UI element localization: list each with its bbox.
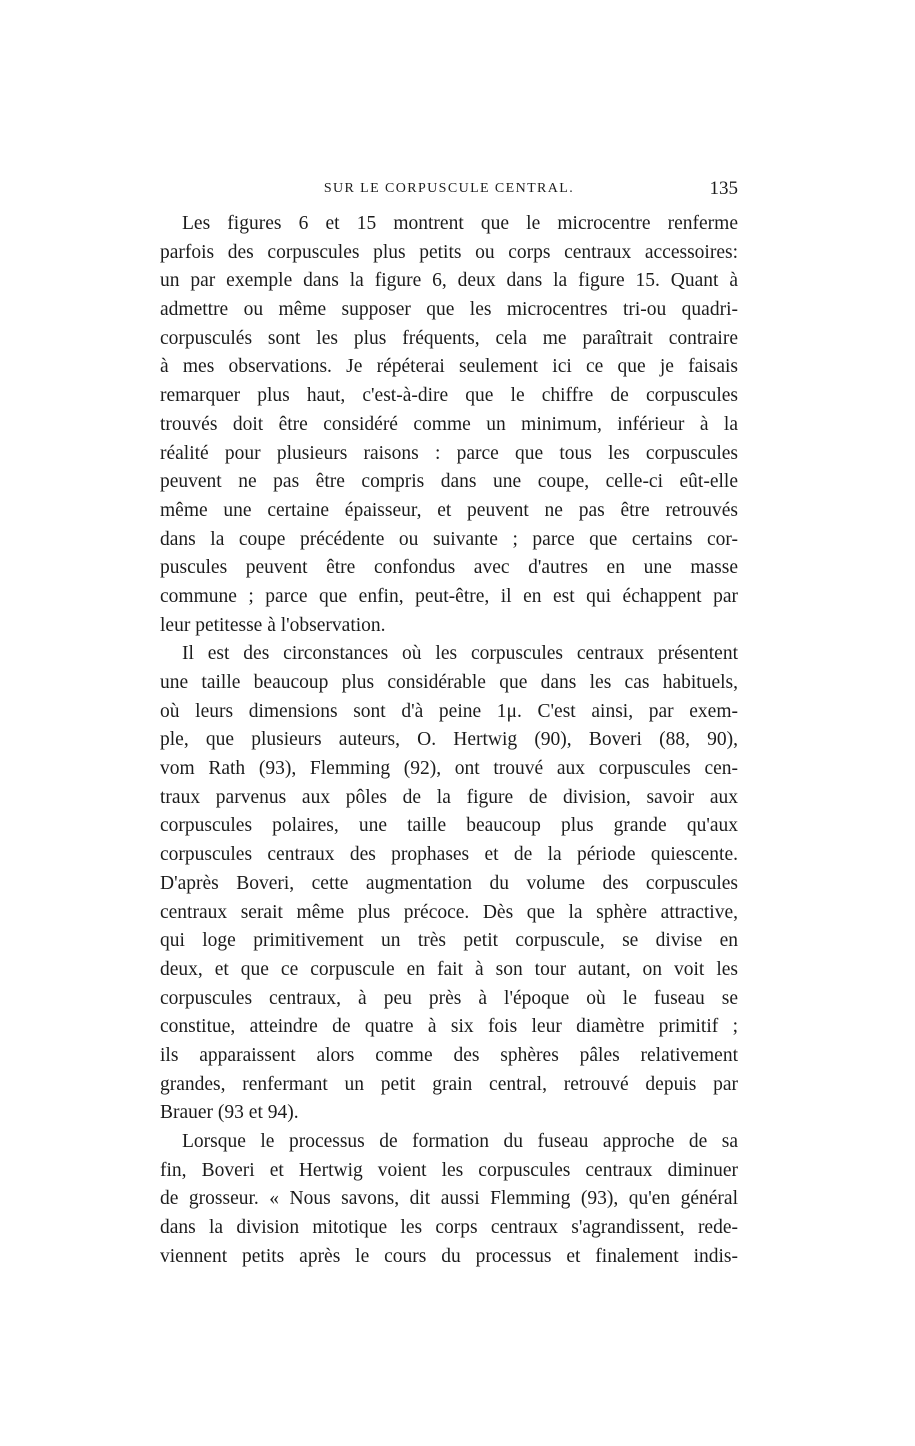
text-line: puscules peuvent être confondus avec d'autres en une masse	[160, 557, 738, 579]
text-line: réalité pour plusieurs raisons : parce que tous les corpuscules	[160, 442, 738, 464]
text-line: de grosseur. « Nous savons, dit aussi Flemming (93), qu'en général	[160, 1188, 738, 1210]
text-line: D'après Boveri, cette augmentation du volume des corpuscules	[160, 872, 738, 894]
text-line: où leurs dimensions sont d'à peine 1μ. C'est ainsi, par exem-	[160, 700, 738, 722]
text-line: Brauer (93 et 94).	[160, 1102, 299, 1124]
text-line: une taille beaucoup plus considérable que dans les cas habituels,	[160, 672, 738, 693]
text-line: remarquer plus haut, c'est-à-dire que le chiffre de corpuscules	[160, 385, 738, 407]
text-line: parfois des corpuscules plus petits ou corps centraux accessoires:	[160, 241, 738, 263]
text-line: Les figures 6 et 15 montrent que le microcentre renferme	[182, 213, 738, 234]
page-number: 135	[709, 178, 738, 199]
text-line: fin, Boveri et Hertwig voient les corpuscules centraux diminuer	[160, 1159, 738, 1181]
text-line: Lorsque le processus de formation du fuseau approche de sa	[182, 1131, 738, 1152]
text-line: ple, que plusieurs auteurs, O. Hertwig (90), Boveri (88, 90),	[160, 729, 738, 751]
text-line: admettre ou même supposer que les microcentres tri-ou quadri-	[160, 299, 738, 321]
running-head	[160, 178, 738, 200]
text-line: dans la division mitotique les corps centraux s'agrandissent, rede-	[160, 1217, 738, 1239]
text-line: viennent petits après le cours du processus et finalement indis-	[160, 1245, 738, 1267]
running-title: SUR LE CORPUSCULE CENTRAL.	[323, 181, 575, 196]
text-line: corpuscules centraux, à peu près à l'époque où le fuseau se	[160, 987, 738, 1009]
text-line: qui loge primitivement un très petit corpuscule, se divise en	[160, 930, 738, 952]
text-line: commune ; parce que enfin, peut-être, il en est qui échappent par	[160, 585, 738, 607]
text-line: corpuscules centraux des prophases et de la période quiescente.	[160, 844, 738, 866]
text-line: dans la coupe précédente ou suivante ; parce que certains cor-	[160, 528, 738, 550]
text-line: traux parvenus aux pôles de la figure de division, savoir aux	[160, 786, 738, 808]
text-line: à mes observations. Je répéterai seulement ici ce que je faisais	[160, 356, 738, 378]
text-line: corpuscules polaires, une taille beaucoup plus grande qu'aux	[160, 815, 738, 837]
text-line: même une certaine épaisseur, et peuvent ne pas être retrouvés	[160, 499, 738, 521]
text-line: trouvés doit être considéré comme un minimum, inférieur à la	[160, 413, 738, 435]
text-line: corpusculés sont les plus fréquents, cela me paraîtrait contraire	[160, 327, 738, 349]
body-text	[160, 210, 738, 1271]
text-line: un par exemple dans la figure 6, deux dans la figure 15. Quant à	[160, 270, 738, 292]
text-line: constitue, atteindre de quatre à six fois leur diamètre primitif ;	[160, 1016, 738, 1038]
text-line: vom Rath (93), Flemming (92), ont trouvé aux corpuscules cen-	[160, 758, 738, 780]
text-line: grandes, renfermant un petit grain central, retrouvé depuis par	[160, 1073, 738, 1095]
text-line: centraux serait même plus précoce. Dès que la sphère attractive,	[160, 901, 738, 923]
text-line: leur petitesse à l'observation.	[160, 614, 386, 636]
text-line: peuvent ne pas être compris dans une coupe, celle-ci eût-elle	[160, 471, 738, 493]
text-line: deux, et que ce corpuscule en fait à son tour autant, on voit les	[160, 958, 738, 980]
text-line: ils apparaissent alors comme des sphères pâles relativement	[160, 1044, 738, 1066]
text-line: Il est des circonstances où les corpuscules centraux présentent	[182, 643, 738, 665]
